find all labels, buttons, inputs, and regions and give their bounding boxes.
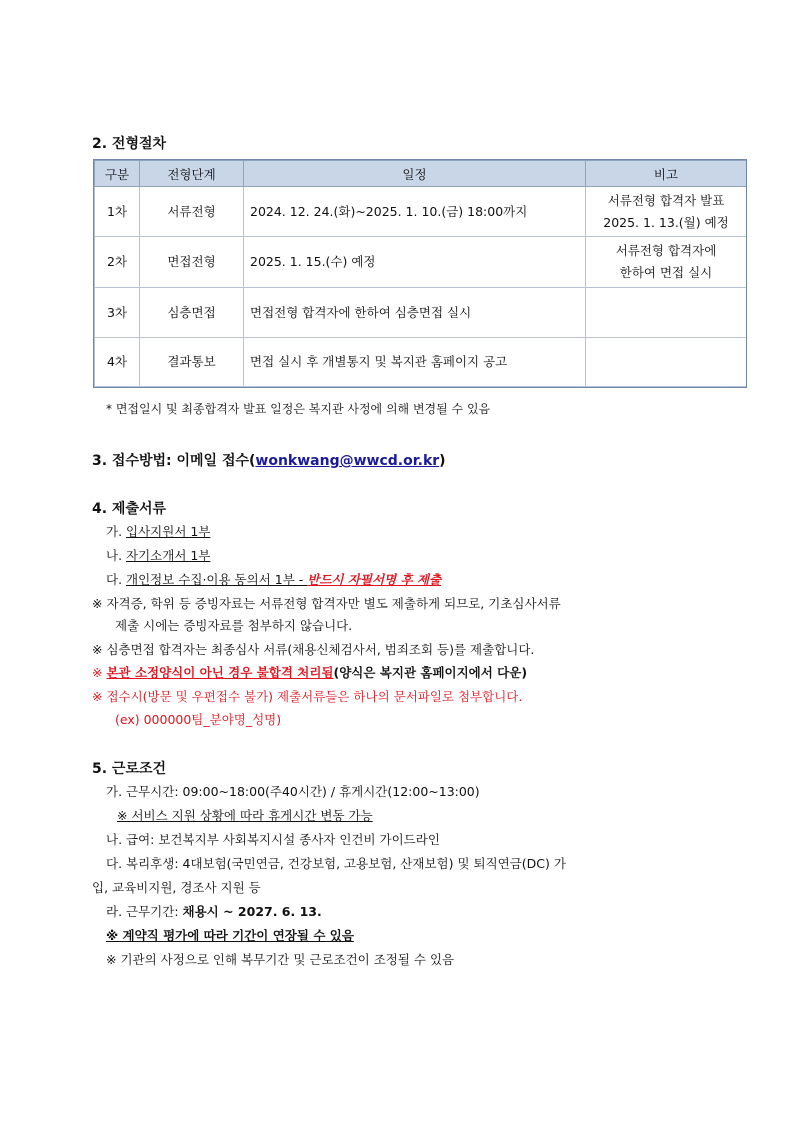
stage-number: 4차 xyxy=(95,338,140,387)
note-official-form xyxy=(92,663,527,681)
table-row xyxy=(95,338,747,387)
document-item-self-intro xyxy=(106,546,210,564)
stage-schedule: 2024. 12. 24.(화)~2025. 1. 10.(금) 18:00까지 xyxy=(244,187,586,237)
section-3-heading-text: 3. 접수방법: 이메일 접수( xyxy=(92,453,256,469)
table-header-row xyxy=(95,161,747,187)
note-evidence-line2: 제출 시에는 증빙자료를 첨부하지 않습니다. xyxy=(115,618,353,633)
stage-name: 면접전형 xyxy=(140,237,244,288)
stage-name: 심층면접 xyxy=(140,288,244,338)
email-link[interactable]: wonkwang@wwcd.or.kr xyxy=(255,453,440,469)
procedure-table xyxy=(94,160,747,387)
document-item-privacy-consent xyxy=(106,570,441,588)
note-final-documents: ※ 심층면접 합격자는 최종심사 서류(채용신체검사서, 범죄조회 등)를 제출합니다. xyxy=(92,642,535,657)
signature-required-emphasis: 반드시 자필서명 후 제출 xyxy=(307,572,442,587)
stage-note xyxy=(586,338,747,387)
work-hours: 가. 근무시간: 09:00~18:00(주40시간) / 휴게시간(12:00~13:00) xyxy=(106,784,480,799)
stage-note-line: 서류전형 합격자 발표 xyxy=(607,192,725,208)
work-period-label: 라. 근무기간: xyxy=(106,904,183,919)
stage-schedule: 면접 실시 후 개별통지 및 복지관 홈페이지 공고 xyxy=(244,338,586,387)
header-note: 비고 xyxy=(586,161,747,187)
stage-note-line: 한하여 면접 실시 xyxy=(619,265,713,280)
note-mark: ※ xyxy=(92,665,107,680)
item-marker: 나. xyxy=(106,548,127,563)
note-evidence-line1: ※ 자격증, 학위 등 증빙자료는 서류전형 합격자만 별도 제출하게 되므로, 기초심사서류 xyxy=(92,596,561,611)
stage-number: 1차 xyxy=(95,187,140,237)
work-period xyxy=(106,902,322,920)
section-5-heading: 5. 근로조건 xyxy=(92,761,167,777)
table-row xyxy=(95,288,747,338)
section-3-heading xyxy=(92,450,446,470)
stage-note xyxy=(586,288,747,338)
item-marker: 가. xyxy=(106,524,127,539)
schedule-footnote: * 면접일시 및 최종합격자 발표 일정은 복지관 사정에 의해 변경될 수 있음 xyxy=(106,402,491,416)
item-marker: 다. xyxy=(106,572,127,587)
salary: 나. 급여: 보건복지부 사회복지시설 종사자 인건비 가이드라인 xyxy=(106,832,440,847)
break-time-note: ※ 서비스 지원 상황에 따라 휴게시간 변동 가능 xyxy=(117,808,373,823)
stage-number: 3차 xyxy=(95,288,140,338)
stage-schedule: 면접전형 합격자에 한하여 심층면접 실시 xyxy=(244,288,586,338)
benefits-line2: 입, 교육비지원, 경조사 지원 등 xyxy=(92,880,261,895)
section-2-heading: 2. 전형절차 xyxy=(92,136,167,152)
form-download-note: (양식은 복지관 홈페이지에서 다운) xyxy=(333,665,528,680)
stage-name: 서류전형 xyxy=(140,187,244,237)
header-division: 구분 xyxy=(95,161,140,187)
item-text: 자기소개서 1부 xyxy=(126,548,211,563)
stage-note xyxy=(586,237,747,288)
note-single-file: ※ 접수시(방문 및 우편접수 불가) 제출서류들은 하나의 문서파일로 첨부합니다. xyxy=(92,689,523,704)
stage-schedule: 2025. 1. 15.(수) 예정 xyxy=(244,237,586,288)
item-text: 개인정보 수집·이용 동의서 1부 - xyxy=(126,572,308,587)
stage-number: 2차 xyxy=(95,237,140,288)
stage-name: 결과통보 xyxy=(140,338,244,387)
work-period-value: 채용시 ~ 2027. 6. 13. xyxy=(182,904,322,919)
benefits-line1: 다. 복리후생: 4대보험(국민연금, 건강보험, 고용보험, 산재보험) 및 퇴직연금(DC) 가 xyxy=(106,856,566,871)
section-4-heading: 4. 제출서류 xyxy=(92,501,167,517)
header-schedule: 일정 xyxy=(244,161,586,187)
stage-note-line: 2025. 1. 13.(월) 예정 xyxy=(603,214,729,230)
document-item-application xyxy=(106,522,210,540)
note-filename-example: (ex) 000000팀_분야명_성명) xyxy=(115,712,282,727)
table-row xyxy=(95,187,747,237)
item-text: 입사지원서 1부 xyxy=(126,524,211,539)
stage-note-line: 서류전형 합격자에 xyxy=(615,243,717,258)
table-row xyxy=(95,237,747,288)
contract-extension-note: ※ 계약직 평가에 따라 기간이 연장될 수 있음 xyxy=(106,928,354,943)
rejection-warning: 본관 소정양식이 아닌 경우 불합격 처리됨 xyxy=(106,665,334,680)
stage-note xyxy=(586,187,747,237)
condition-adjustment-note: ※ 기관의 사정으로 인해 복무기간 및 근로조건이 조정될 수 있음 xyxy=(106,952,455,967)
header-stage: 전형단계 xyxy=(140,161,244,187)
section-3-heading-close: ) xyxy=(439,453,446,469)
